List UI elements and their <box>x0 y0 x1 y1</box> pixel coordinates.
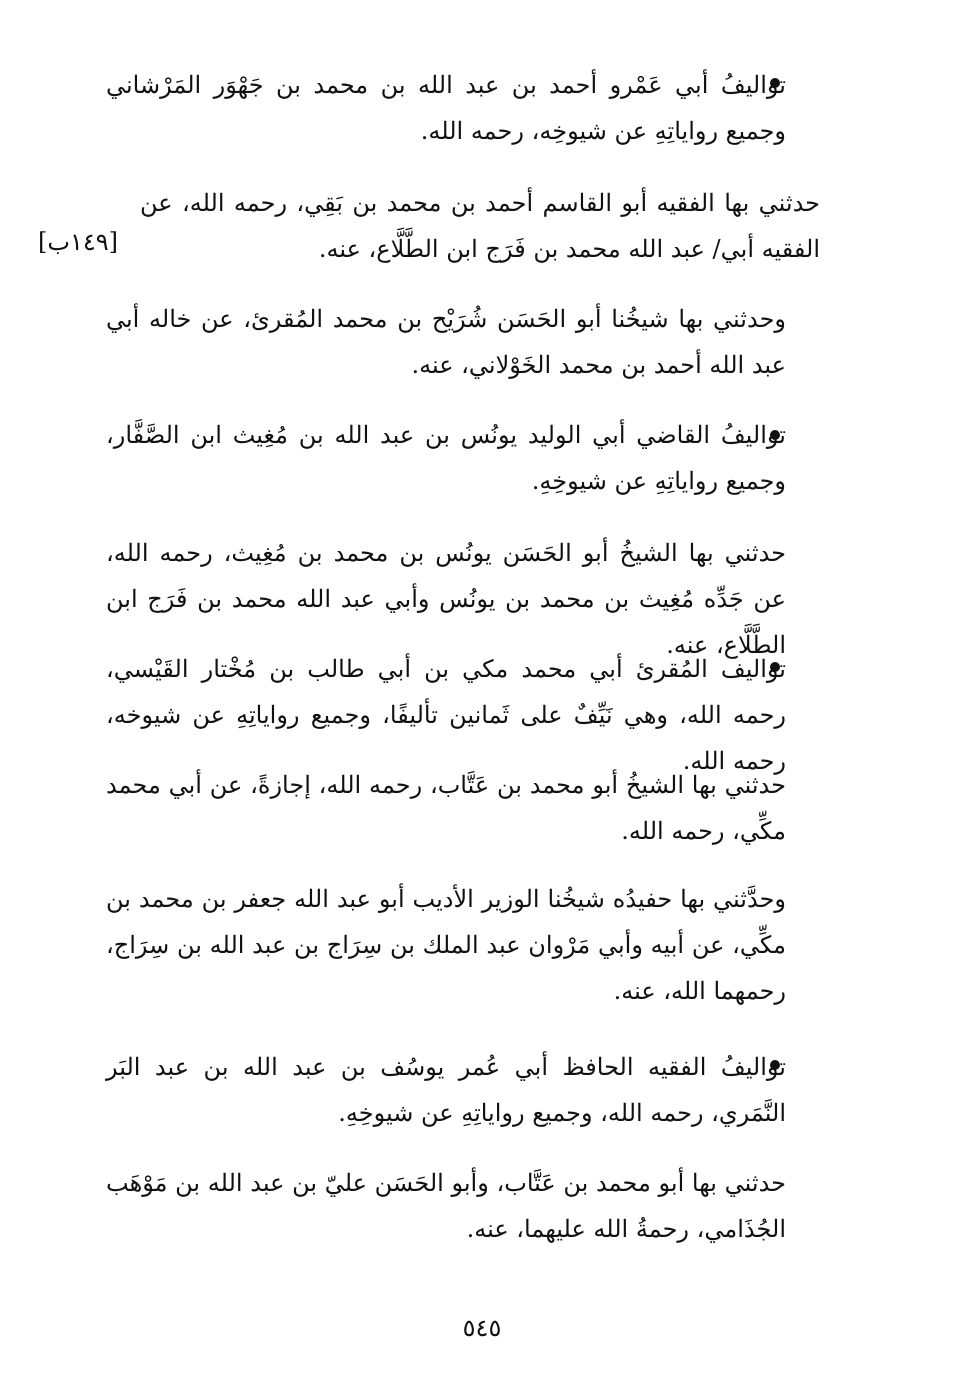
paragraph-2: حدثني بها الفقيه أبو القاسم أحمد بن محمد بن بَقِي، رحمه الله، عن الفقيه أبي/ عبد الله محمد بن فَرَج ابن الطَّلَّاع، عنه. <box>140 189 820 263</box>
paragraph-3: وحدثني بها شيخُنا أبو الحَسَن شُرَيْح بن محمد المُقرئ، عن خاله أبي عبد الله أحمد بن محمد الخَوْلاني، عنه. <box>106 305 786 379</box>
paragraph-5: حدثني بها الشيخُ أبو الحَسَن يونُس بن محمد بن مُغِيث، رحمه الله، عن جَدِّه مُغِيث بن محمد بن يونُس وأبي عبد الله محمد بن فَرَج ابن الطَّلَّاع، عنه. <box>106 539 787 659</box>
paragraph-7: حدثني بها الشيخُ أبو محمد بن عَتَّاب، رحمه الله، إجازةً، عن أبي محمد مكِّي، رحمه الله. <box>106 771 786 845</box>
paragraph-9: تواليفُ الفقيه الحافظ أبي عُمر يوسُف بن عبد الله بن عبد البَر النَّمَري، رحمه الله، وجميع رواياتِهِ عن شيوخِهِ. <box>106 1053 786 1127</box>
paragraph-6: تواليف المُقرئ أبي محمد مكي بن أبي طالب بن مُخْتار القَيْسي، رحمه الله، وهي نَيِّفٌ على ثَمانين تأليفًا، وجميع رواياتِهِ عن شيوخه، رحمه الله. <box>106 655 786 775</box>
paragraph-4: تواليفُ القاضي أبي الوليد يونُس بن عبد الله بن مُغِيث ابن الصَّفَّار، وجميع رواياتِهِ عن شيوخِهِ. <box>106 421 786 495</box>
page-number: ٥٤٥ <box>462 1314 502 1342</box>
manuscript-folio-reference: [١٤٩ب] <box>38 228 119 256</box>
paragraph-10: حدثني بها أبو محمد بن عَتَّاب، وأبو الحَسَن عليّ بن عبد الله بن مَوْهَب الجُذَامي، رحمةُ الله عليهما، عنه. <box>106 1169 786 1243</box>
paragraph-1: تواليفُ أبي عَمْرو أحمد بن عبد الله بن محمد بن جَهْوَر المَرْشاني وجميع رواياتِهِ عن شيوخِه، رحمه الله. <box>106 71 786 145</box>
paragraph-8: وحدَّثني بها حفيدُه شيخُنا الوزير الأديب أبو عبد الله جعفر بن محمد بن مكِّي، عن أبيه وأبي مَرْوان عبد الملك بن سِرَاج بن عبد الله بن سِرَاج، رحمهما الله، عنه. <box>106 885 786 1005</box>
